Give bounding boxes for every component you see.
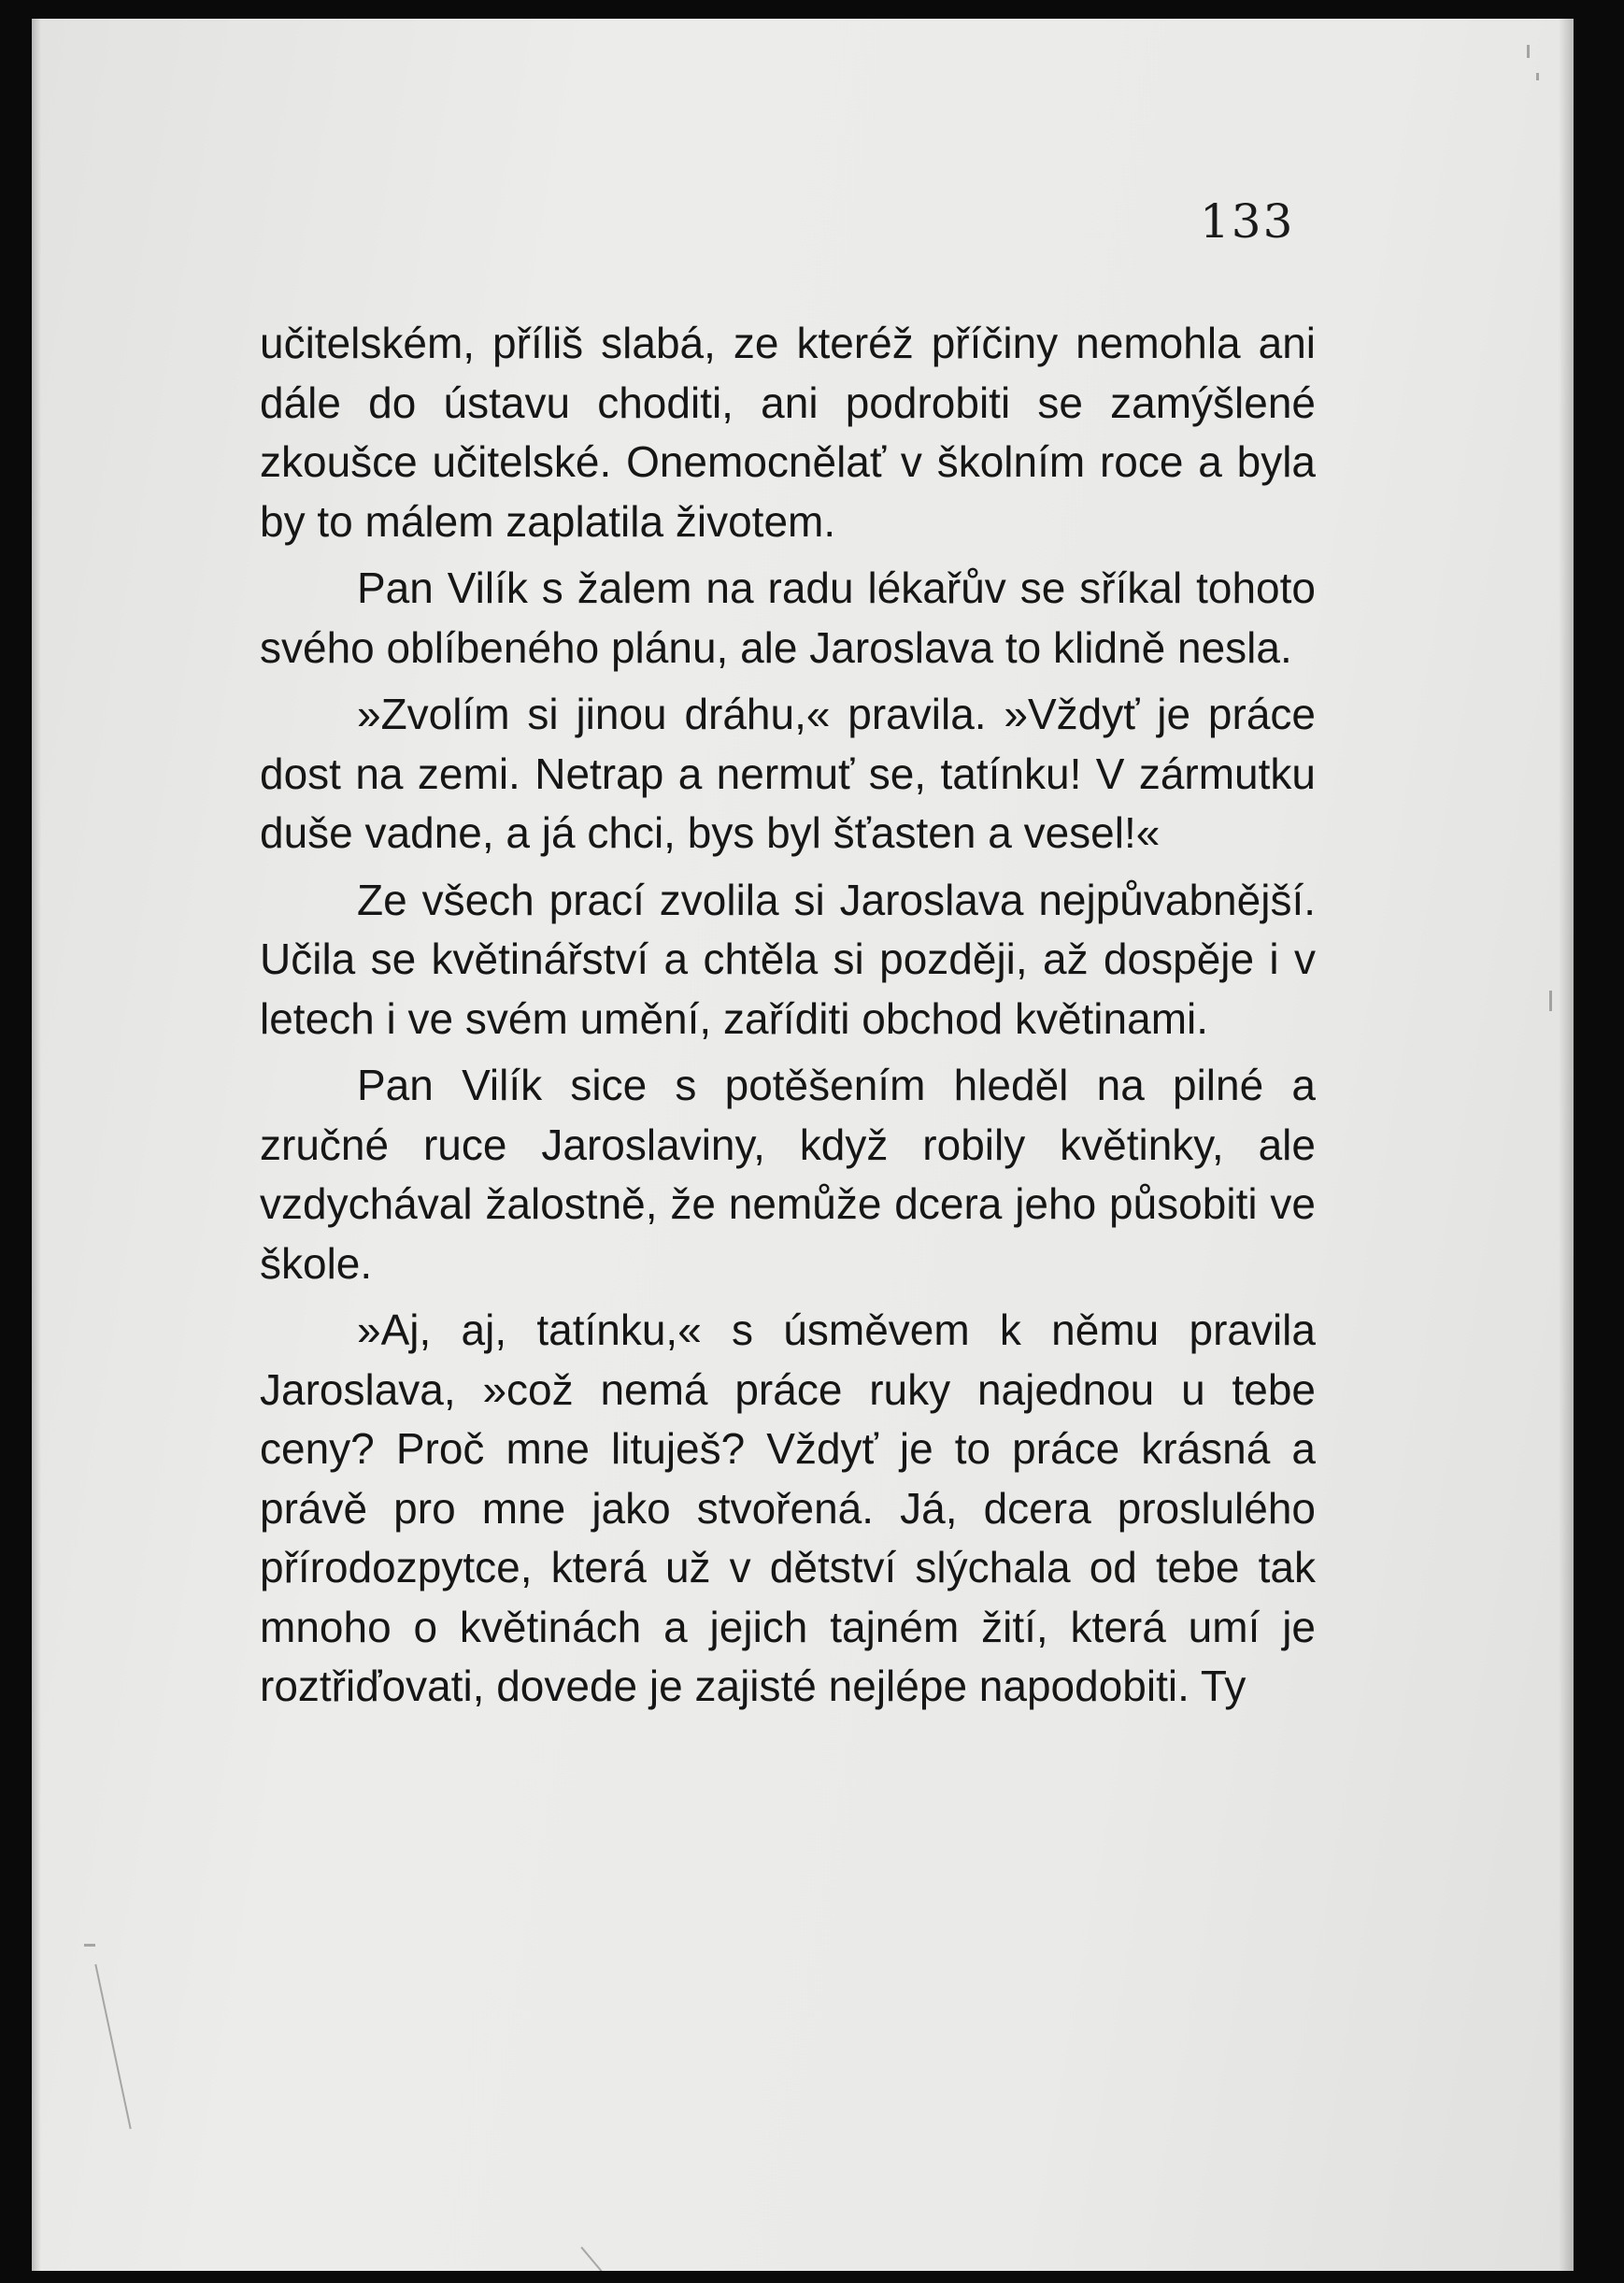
- page-number: 133: [1200, 194, 1295, 249]
- scan-speck: [94, 1964, 131, 2129]
- scan-speck: [1549, 991, 1552, 1011]
- paragraph-5: Pan Vilík sice s potěšením hleděl na pilné a zručné ruce Jaroslaviny, když robily květinky, ale vzdychával žalostně, že nemůže dcera jeho působiti ve škole.: [260, 1061, 1316, 1288]
- paragraph-3: »Zvolím si jinou dráhu,« pravila. »Vždyť je práce dost na zemi. Netrap a nermuť se, tatínku! V zármutku duše vadne, a já chci, bys byl šťasten a vesel!«: [260, 690, 1316, 857]
- body-text: [260, 314, 1316, 1717]
- scan-speck: [1527, 45, 1530, 58]
- scan-shadow-left: [32, 19, 41, 2271]
- scan-shadow-right: [1559, 19, 1574, 2271]
- paragraph-1: učitelském, příliš slabá, ze kteréž příčiny nemohla ani dále do ústavu choditi, ani podrobiti se zamýšlené zkoušce učitelské. Onemocnělať v školním roce a byla by to málem zaplatila životem.: [260, 319, 1316, 546]
- paragraph-6: »Aj, aj, tatínku,« s úsměvem k němu pravila Jaroslava, »což nemá práce ruky najednou u tebe ceny? Proč mne lituješ? Vždyť je to práce krásná a právě pro mne jako stvořená. Já, dcera proslulého přírodozpytce, která už v dětství slýchala od tebe tak mnoho o květinách a jejich tajném žití, která umí je roztřiďovati, dovede je zajisté nejlépe napodobiti. Ty: [260, 1306, 1316, 1710]
- paragraph-4: Ze všech prací zvolila si Jaroslava nejpůvabnější. Učila se květinářství a chtěla si později, až dospěje i v letech i ve svém umění, zaříditi obchod květinami.: [260, 875, 1316, 1043]
- paragraph-2: Pan Vilík s žalem na radu lékařův se sříkal tohoto svého oblíbeného plánu, ale Jaroslava to klidně nesla.: [260, 564, 1316, 672]
- scan-speck: [580, 2247, 605, 2271]
- scan-speck: [1536, 73, 1539, 80]
- scan-speck: [84, 1944, 95, 1947]
- book-page: [32, 19, 1574, 2271]
